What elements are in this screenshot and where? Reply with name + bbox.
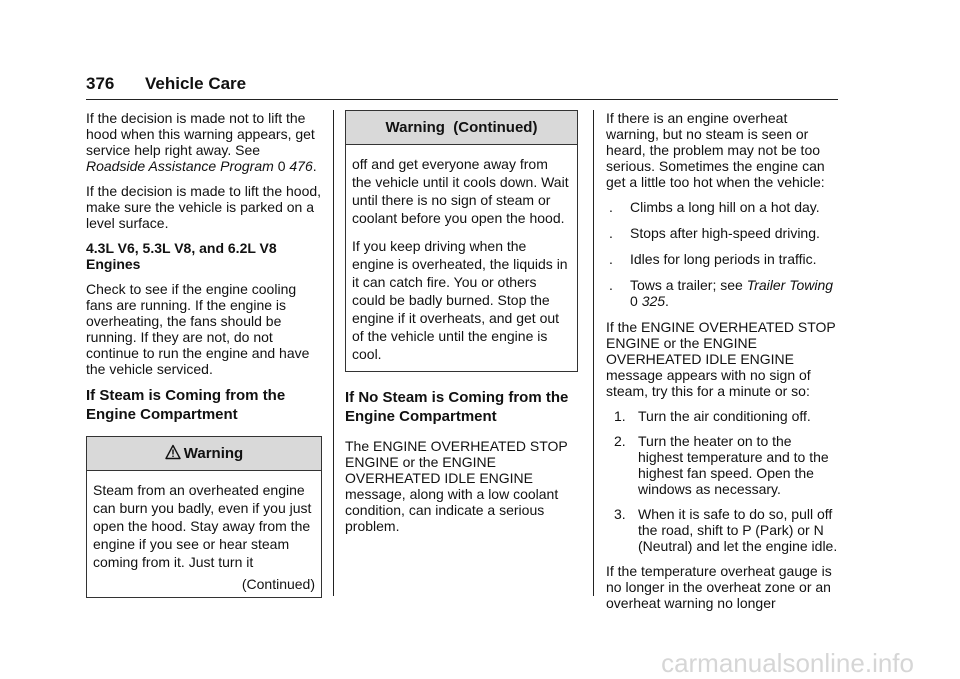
engines-heading: 4.3L V6, 5.3L V8, and 6.2L V8 Engines <box>86 240 277 272</box>
bullet-symbol: . <box>609 225 613 241</box>
warning-triangle-icon <box>165 439 181 455</box>
column-2 <box>345 110 578 543</box>
step-number: 1. <box>614 408 626 424</box>
step-number: 3. <box>614 506 626 522</box>
page-title: Vehicle Care <box>145 74 247 93</box>
step-number: 2. <box>614 433 626 449</box>
paragraph: If the ENGINE OVERHEATED STOP ENGINE or the ENGINE OVERHEATED IDLE ENGINE message appears with no sign of steam, try this for a minute or so: <box>606 319 836 399</box>
paragraph: If the decision is made to lift the hood, make sure the vehicle is parked on a level surface. <box>86 183 322 231</box>
paragraph: If the temperature overheat gauge is no longer in the overheat zone or an overheat warning no longer <box>606 563 832 611</box>
page-ref[interactable]: 476 <box>289 158 313 174</box>
list-item: . Idles for long periods in traffic. <box>609 251 817 267</box>
warning-body <box>87 471 321 597</box>
paragraph: Check to see if the engine cooling fans are running. If the engine is overheating, the fans should be running. If they are not, do not continue to run the engine and have the vehicle serviced. <box>86 281 310 377</box>
page-ref-symbol: 0 <box>630 293 638 309</box>
paragraph: The ENGINE OVERHEATED STOP ENGINE or the ENGINE OVERHEATED IDLE ENGINE message, along with a low coolant condition, can indicate a serious problem. <box>345 438 568 534</box>
continued-label: (Continued) <box>241 576 315 592</box>
column-divider <box>593 110 594 596</box>
trailer-towing-link[interactable]: Trailer Towing <box>746 277 834 293</box>
warning-header: Warning (Continued) <box>346 111 577 145</box>
column-1 <box>86 110 322 598</box>
warning-header <box>87 437 321 471</box>
paragraph: If there is an engine overheat warning, but no steam is seen or heard, the problem may not be too serious. Sometimes the engine can get a little too hot when the vehicle: <box>606 110 825 190</box>
page-ref[interactable]: 325 <box>641 293 666 309</box>
list-item: . Stops after high-speed driving. <box>609 225 820 241</box>
warning-text: Steam from an overheated engine can burn you badly, even if you just open the hood. Stay away from the engine if you see or hear steam coming from it. Just turn it <box>93 482 312 570</box>
list-item: 3. When it is safe to do so, pull off the road, shift to P (Park) or N (Neutral) and let the engine idle. <box>614 506 838 554</box>
column-divider <box>333 110 334 596</box>
watermark: carmanualsonline.info <box>661 648 914 678</box>
warning-body <box>346 145 577 371</box>
section-heading: If No Steam is Coming from the Engine Compartment <box>345 389 569 425</box>
page-ref-symbol: 0 <box>277 158 286 174</box>
warning-box <box>86 436 322 598</box>
column-3 <box>606 110 840 620</box>
list-item: . Tows a trailer; see Trailer Towing 0 325. <box>609 277 834 309</box>
page-header <box>86 72 838 100</box>
list-item: . Climbs a long hill on a hot day. <box>609 199 820 215</box>
warning-title: Warning <box>183 445 244 462</box>
bullet-symbol: . <box>609 199 613 215</box>
warning-box-continued <box>345 110 578 372</box>
bullet-symbol: . <box>609 277 613 293</box>
list-item: 2. Turn the heater on to the highest temperature and to the highest fan speed. Open the windows as necessary. <box>614 433 829 497</box>
page-number: 376 <box>86 74 115 93</box>
section-heading: If Steam is Coming from the Engine Compartment <box>86 387 286 423</box>
list-item: 1. Turn the air conditioning off. <box>614 408 811 424</box>
warning-text: If you keep driving when the engine is overheated, the liquids in it can catch fire. You or others could be badly burned. Stop the engine if it overheats, and get out of the vehicle until the engine is cool. <box>352 238 568 362</box>
warning-text: off and get everyone away from the vehicle until it cools down. Wait until there is no sign of steam or coolant before you open the hood. <box>352 156 569 226</box>
roadside-assistance-link[interactable]: Roadside Assistance Program <box>86 158 274 174</box>
bullet-symbol: . <box>609 251 613 267</box>
paragraph: If the decision is made not to lift the hood when this warning appears, get service help right away. See Roadside Assistance Program 0 476. <box>86 110 317 174</box>
